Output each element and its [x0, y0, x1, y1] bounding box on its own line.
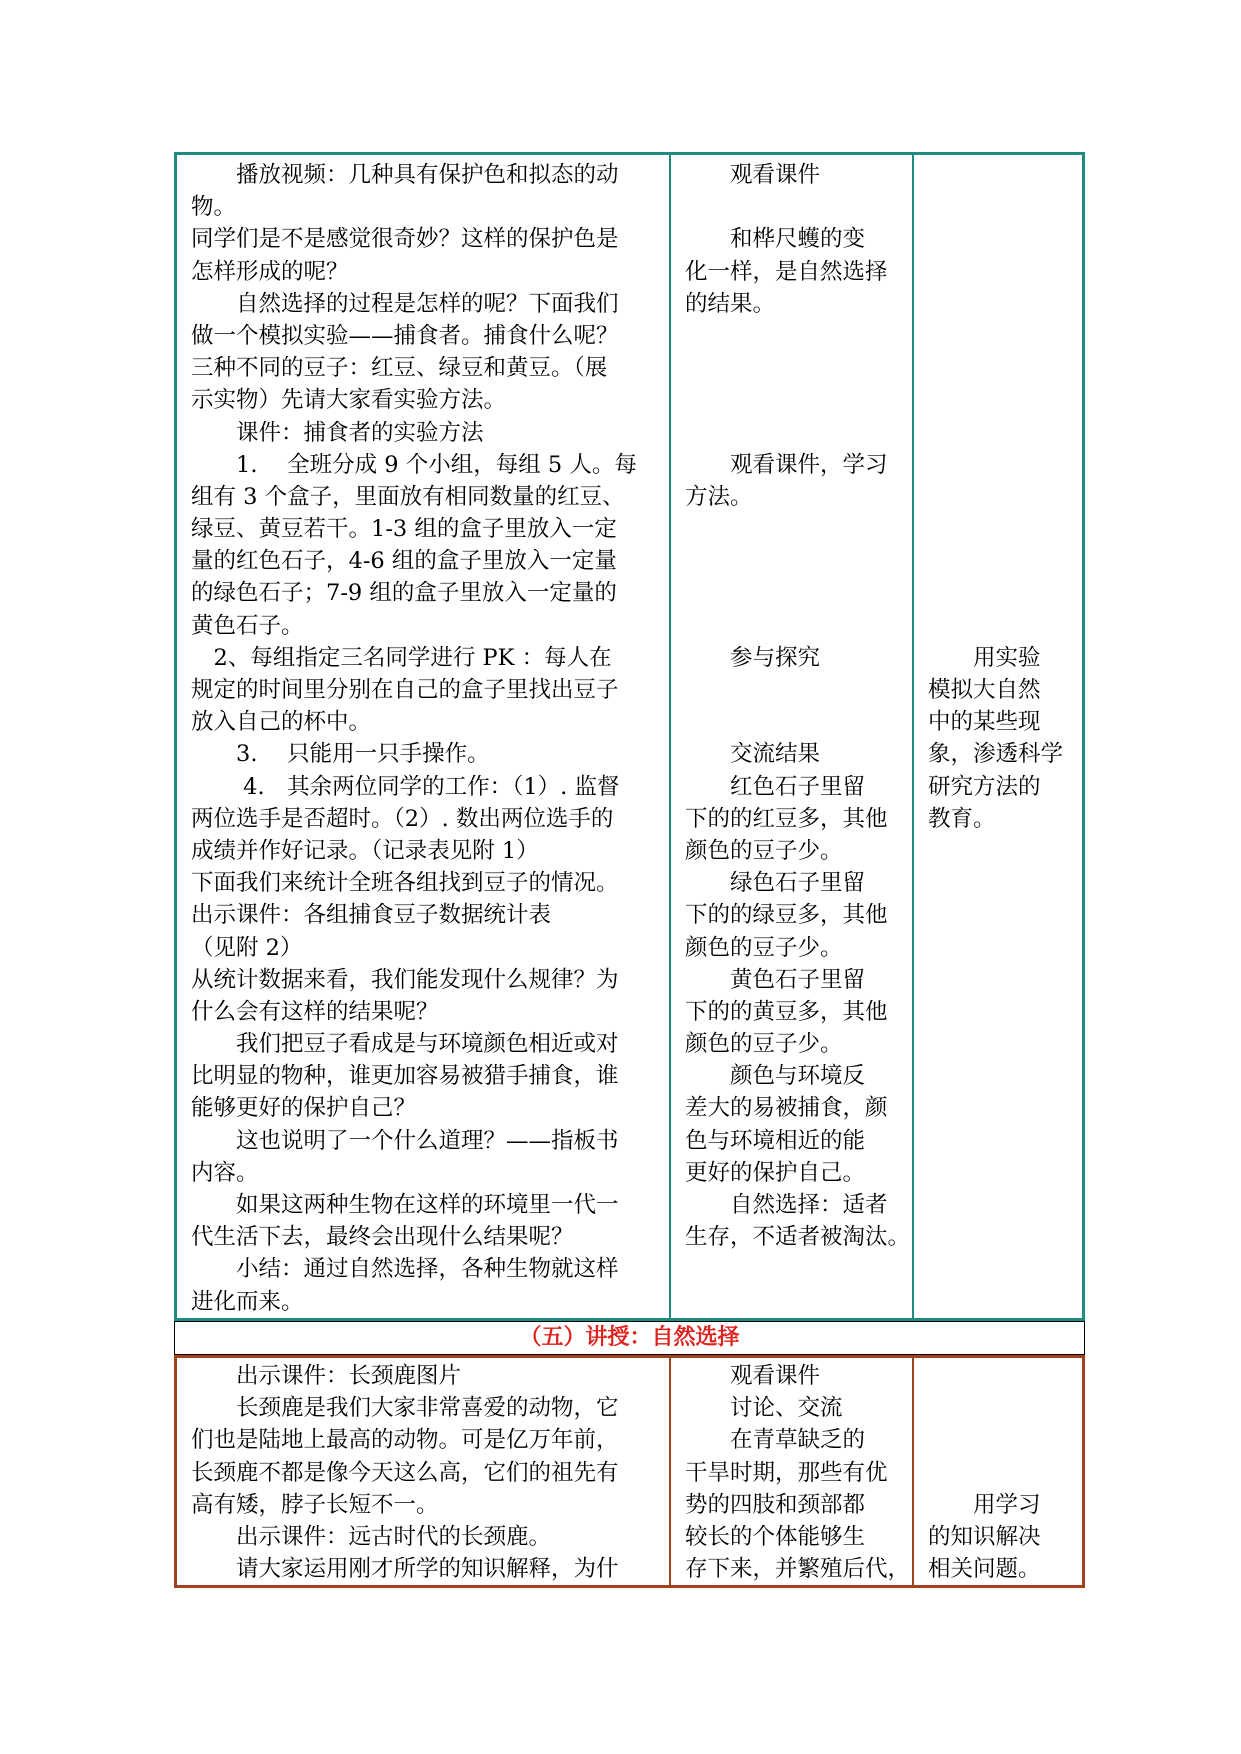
text-line: 2、每组指定三名同学进行 PK ：每人在 [191, 644, 612, 671]
design-intent-column [928, 1360, 1041, 1585]
text-line: 下面我们来统计全班各组找到豆子的情况。 [191, 870, 619, 897]
text-line: 干旱时期，那些有优 [685, 1459, 888, 1486]
text-line: 进化而来。 [191, 1288, 304, 1315]
teaching-table-section-brown [174, 1355, 1085, 1588]
text-line: 交流结果 [685, 741, 821, 768]
text-line [928, 449, 1063, 481]
text-line: 黄色石子里留 [685, 966, 866, 993]
text-line: （见附 2） [191, 934, 303, 961]
text-line: 颜色与环境反 [685, 1063, 866, 1090]
text-line: 自然选择的过程是怎样的呢？下面我们 [191, 290, 619, 317]
text-line: 怎样形成的呢？ [191, 258, 349, 285]
text-line: 同学们是不是感觉很奇妙？这样的保护色是 [191, 226, 619, 253]
text-line: 长颈鹿是我们大家非常喜爱的动物，它 [191, 1395, 619, 1422]
text-line: 1. 全班分成 9 个小组，每组 5 人。每 [191, 451, 637, 478]
text-line: 播放视频：几种具有保护色和拟态的动 [191, 162, 619, 188]
text-line: 颜色的豆子少。 [685, 837, 843, 864]
student-activity-column [685, 1360, 910, 1585]
text-line [928, 610, 1063, 642]
text-line [928, 417, 1063, 449]
text-line [928, 288, 1063, 320]
text-line [685, 610, 910, 642]
text-line [685, 706, 910, 738]
text-line: 们也是陆地上最高的动物。可是亿万年前， [191, 1427, 619, 1454]
text-line: 存下来，并繁殖后代， [685, 1556, 911, 1583]
text-line: 颜色的豆子少。 [685, 934, 843, 961]
text-line: 教育。 [928, 805, 996, 832]
text-line: 差大的易被捕食，颜 [685, 1095, 888, 1122]
text-line: 红色石子里留 [685, 773, 866, 800]
text-line: 颜色的豆子少。 [685, 1031, 843, 1058]
text-line: 绿豆、黄豆若干。1-3 组的盒子里放入一定 [191, 516, 617, 543]
text-line: 下的的黄豆多，其他 [685, 998, 888, 1025]
text-line: 出示课件：远古时代的长颈鹿。 [191, 1523, 552, 1550]
text-line: 如果这两种生物在这样的环境里一代一 [191, 1192, 619, 1218]
text-line: 请大家运用刚才所学的知识解释，为什 [191, 1556, 619, 1583]
text-line: 观看课件 [685, 1363, 821, 1389]
text-line: 成绩并作好记录。（记录表见附 1） [191, 837, 539, 864]
text-line: 能够更好的保护自己？ [191, 1095, 417, 1122]
text-line: 相关问题。 [928, 1556, 1041, 1583]
student-activity-column [685, 159, 910, 1253]
text-line [685, 513, 910, 545]
text-line: 三种不同的豆子：红豆、绿豆和黄豆。（展 [191, 355, 608, 382]
column-divider [669, 155, 671, 1318]
text-line: 的结果。 [685, 290, 776, 317]
text-line: 的绿色石子；7-9 组的盒子里放入一定量的 [191, 580, 617, 607]
text-line [928, 1360, 1041, 1392]
text-line: 放入自己的杯中。 [191, 709, 372, 736]
text-line [928, 352, 1063, 384]
text-line [928, 223, 1063, 255]
text-line [928, 1392, 1041, 1424]
text-line: 生存，不适者被淘汰。 [685, 1224, 911, 1251]
text-line: 势的四肢和颈部都 [685, 1491, 866, 1518]
text-line: 高有矮，脖子长短不一。 [191, 1491, 439, 1518]
section-heading-banner: （五）讲授：自然选择 [174, 1321, 1085, 1355]
text-line [685, 191, 910, 223]
text-line [928, 320, 1063, 352]
design-intent-column [928, 159, 1063, 835]
text-line [928, 1457, 1041, 1489]
text-line: 什么会有这样的结果呢？ [191, 998, 439, 1025]
text-line [928, 545, 1063, 577]
text-line: 出示课件：长颈鹿图片 [191, 1363, 462, 1389]
text-line: 象，渗透科学 [928, 741, 1064, 768]
text-line: 化一样，是自然选择 [685, 258, 888, 285]
text-line: 代生活下去，最终会出现什么结果呢？ [191, 1224, 574, 1251]
text-line: 比明显的物种，谁更加容易被猎手捕食，谁 [191, 1063, 619, 1090]
text-line [685, 352, 910, 384]
text-line [685, 577, 910, 609]
text-line: 用学习 [928, 1491, 1041, 1518]
text-line: 规定的时间里分别在自己的盒子里找出豆子 [191, 677, 619, 703]
text-line: 黄色石子。 [191, 612, 304, 639]
text-line: 方法。 [685, 483, 753, 510]
text-line: 更好的保护自己。 [685, 1159, 866, 1186]
text-line: 内容。 [191, 1159, 259, 1186]
text-line: 从统计数据来看，我们能发现什么规律？为 [191, 966, 619, 993]
text-line [928, 513, 1063, 545]
text-line: 较长的个体能够生 [685, 1523, 866, 1550]
text-line [685, 545, 910, 577]
text-line [928, 159, 1063, 191]
text-line: 观看课件，学习 [685, 451, 888, 478]
text-line: 下的的绿豆多，其他 [685, 902, 888, 929]
text-line: 自然选择：适者 [685, 1192, 888, 1218]
text-line: 用实验 [928, 644, 1041, 671]
text-line [685, 384, 910, 416]
text-line [928, 191, 1063, 223]
text-line [928, 577, 1063, 609]
text-line [685, 674, 910, 706]
text-line: 两位选手是否超时。（2）. 数出两位选手的 [191, 805, 614, 832]
column-divider [912, 1358, 914, 1585]
text-line [928, 481, 1063, 513]
text-line: 课件：捕食者的实验方法 [191, 419, 484, 446]
text-line: 物。 [191, 194, 237, 221]
text-line: 我们把豆子看成是与环境颜色相近或对 [191, 1031, 619, 1058]
column-divider [912, 155, 914, 1318]
text-line: 这也说明了一个什么道理？——指板书 [191, 1127, 619, 1154]
text-line: 下的的红豆多，其他 [685, 805, 888, 832]
text-line: 观看课件 [685, 162, 821, 188]
text-line: 组有 3 个盒子，里面放有相同数量的红豆、 [191, 483, 625, 510]
text-line: 量的红色石子，4-6 组的盒子里放入一定量 [191, 548, 617, 575]
teaching-table-section-teal [174, 152, 1085, 1321]
text-line: 的知识解决 [928, 1523, 1041, 1550]
text-line: 做一个模拟实验——捕食者。捕食什么呢？ [191, 322, 619, 349]
text-line: 色与环境相近的能 [685, 1127, 866, 1154]
teacher-activity-column [191, 159, 637, 1318]
text-line: 长颈鹿不都是像今天这么高，它们的祖先有 [191, 1459, 619, 1486]
text-line: 参与探究 [685, 644, 821, 671]
text-line: 出示课件：各组捕食豆子数据统计表 [191, 902, 552, 929]
text-line [685, 417, 910, 449]
text-line: 中的某些现 [928, 709, 1041, 736]
text-line: 4. 其余两位同学的工作：（1）. 监督 [191, 773, 620, 800]
text-line: 在青草缺乏的 [685, 1427, 866, 1454]
text-line: 小结：通过自然选择，各种生物就这样 [191, 1256, 619, 1283]
text-line: 模拟大自然 [928, 677, 1041, 703]
teacher-activity-column [191, 1360, 619, 1585]
text-line: 绿色石子里留 [685, 870, 866, 897]
column-divider [669, 1358, 671, 1585]
text-line [928, 1424, 1041, 1456]
text-line: 研究方法的 [928, 773, 1041, 800]
text-line: 示实物）先请大家看实验方法。 [191, 387, 507, 414]
text-line: 讨论、交流 [685, 1395, 843, 1422]
text-line [685, 320, 910, 352]
text-line [928, 256, 1063, 288]
text-line: 和桦尺蠖的变 [685, 226, 866, 253]
text-line: 3. 只能用一只手操作。 [191, 741, 490, 768]
text-line [928, 384, 1063, 416]
